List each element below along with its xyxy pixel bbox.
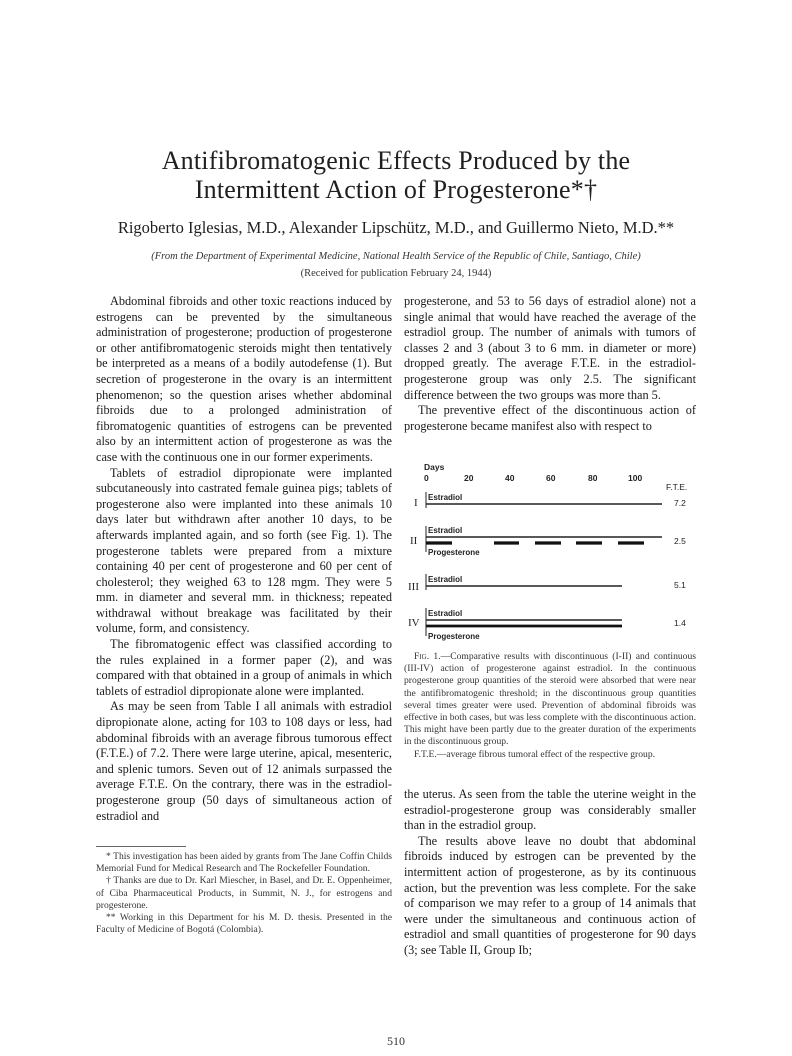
article-title-line-1: Antifibromatogenic Effects Produced by the <box>161 146 631 175</box>
paragraph: The results above leave no doubt that abdominal fibroids induced by estrogen can be prevented by the intermittent action of progesterone, as by its continuous action, but the prevention was less complete. For the sake of comparison we may refer to a group of 14 animals that were under the simultaneous and continuous action of estradiol and small quantities of progesterone for 90 days (3; see Table II, Group Ib; <box>404 833 696 957</box>
caption-text: —Comparative results with discontinuous (I-II) and continuous (III-IV) action of progesterone against estradiol. In the continuous progesterone group quantities of the steroid were absorbed that were near the antifibromatogenic threshold; in the discontinuous group quantities several times greater were used. Prevention of abdominal fibroids was effective in both cases, but was less complete with the discontinuous action. This might have been partly due to the greater duration of the experiments in the discontinuous group. <box>404 651 696 748</box>
paragraph: The fibromatogenic effect was classified according to the rules explained in a former paper (2), and was compared with that obtained in a group of animals in which tablets of estradiol dipropionate alone were implanted. <box>96 637 392 698</box>
day-tick: 0 <box>424 473 429 483</box>
fte-value: 5.1 <box>674 580 686 590</box>
paragraph: The preventive effect of the discontinuous action of progesterone became manifest also with respect to <box>404 403 696 433</box>
affiliation: (From the Department of Experimental Medicine, National Health Service of the Republic of Chile, Santiago, Chile) <box>151 251 641 262</box>
footnote: ** Working in this Department for his M. D. thesis. Presented in the Faculty of Medicine of Bogotá (Colombia). <box>96 912 392 936</box>
left-column <box>96 294 392 824</box>
right-column-bottom <box>404 787 696 959</box>
paragraph: Tablets of estradiol dipropionate were implanted subcutaneously into castrated female guinea pigs; tablets of progesterone also were implanted into these animals 10 days later but withdrawn after another 10 days, to be afterwards implanted again, and so forth (see Fig. 1). The progesterone tablets were prepared from a mixture containing 40 per cent of progesterone and 60 per cent of cholesterol; they weighed 63 to 128 mgm. They were 5 mm. in diameter and several mm. in thickness; repeated withdrawal without breakage was facilitated by their volume, form, and consistency. <box>96 465 392 636</box>
estradiol-label: Estradiol <box>428 493 463 502</box>
caption-text: F.T.E.—average fibrous tumoral effect of the respective group. <box>414 748 656 760</box>
right-column-top <box>404 294 696 434</box>
footnote: * This investigation has been aided by grants from The Jane Coffin Childs Memorial Fund for Medical Research and The Rockefeller Foundation. <box>96 851 392 875</box>
article-title-line-2: Intermittent Action of Progesterone*† <box>194 175 598 204</box>
paragraph: As may be seen from Table I all animals with estradiol dipropionate alone, acting for 103 to 108 days or less, had abdominal fibroids with an average fibrous tumorous effect (F.T.E.) of 7.2. There were large uterine, apical, mesenteric, and splenic tumors. Seven out of 12 animals surpassed the average F.T.E. On the contrary, there was in the estradiol-progesterone group (50 days of simultaneous action of estradiol and <box>96 699 392 823</box>
estradiol-label: Estradiol <box>428 526 463 535</box>
estradiol-label: Estradiol <box>428 575 463 584</box>
paragraph: progesterone, and 53 to 56 days of estradiol alone) not a single animal that would have reached the average of the estradiol group. The number of animals with tumors of classes 2 and 3 (about 3 to 6 mm. in diameter or more) dropped greatly. The average F.T.E. in the estradiol-progesterone group was only 2.5. The significant difference between the two groups was more than 5. <box>404 294 696 402</box>
paragraph: the uterus. As seen from the table the uterine weight in the estradiol-progesterone group was considerably smaller than in the estradiol group. <box>404 787 696 833</box>
estradiol-label: Estradiol <box>428 609 463 618</box>
group-numeral: I <box>414 497 418 509</box>
day-tick: 40 <box>505 473 515 483</box>
page-number: 510 <box>387 1034 405 1048</box>
caption-label: Fig. 1. <box>414 651 441 662</box>
received-date: (Received for publication February 24, 1944) <box>300 268 492 279</box>
figure-caption <box>404 651 696 761</box>
author-list: Rigoberto Iglesias, M.D., Alexander Lipschütz, M.D., and Guillermo Nieto, M.D.** <box>117 218 675 237</box>
day-tick: 100 <box>628 473 643 483</box>
group-numeral: III <box>408 581 419 593</box>
figure-1-timeline-diagram <box>404 456 704 646</box>
day-tick: 60 <box>546 473 556 483</box>
fte-value: 7.2 <box>674 498 686 508</box>
fte-header: F.T.E. <box>666 482 688 492</box>
progesterone-label: Progesterone <box>428 632 480 641</box>
footnote: † Thanks are due to Dr. Karl Miescher, in Basel, and Dr. E. Oppenheimer, of Ciba Pharmaceutical Products, in Summit, N. J., for estrogens and progesterone. <box>96 875 392 911</box>
footnotes <box>96 851 392 936</box>
paragraph: Abdominal fibroids and other toxic reactions induced by estrogens can be prevented by the simultaneous administration of progesterone; production of progesterone or other antifibromatogenic steroids might then tentatively be interpreted as a means of a bodily autodefense (1). But secretion of progesterone in the ovary is an intermittent phenomenon; so the question arises whether abdominal fibroids due to a prolonged administration of fibromatogenic quantities of estrogens can be prevented also by an intermittent action of progesterone as was the case with the continuous one in our former experiments. <box>96 294 392 464</box>
fte-value: 1.4 <box>674 618 686 628</box>
days-axis-label: Days <box>424 462 445 472</box>
progesterone-label: Progesterone <box>428 548 480 557</box>
footnote-divider <box>96 846 186 847</box>
day-tick: 20 <box>464 473 474 483</box>
day-axis-ticks <box>424 473 642 483</box>
group-numeral: IV <box>408 617 420 629</box>
day-tick: 80 <box>588 473 598 483</box>
group-numeral: II <box>410 535 418 547</box>
fte-value: 2.5 <box>674 536 686 546</box>
